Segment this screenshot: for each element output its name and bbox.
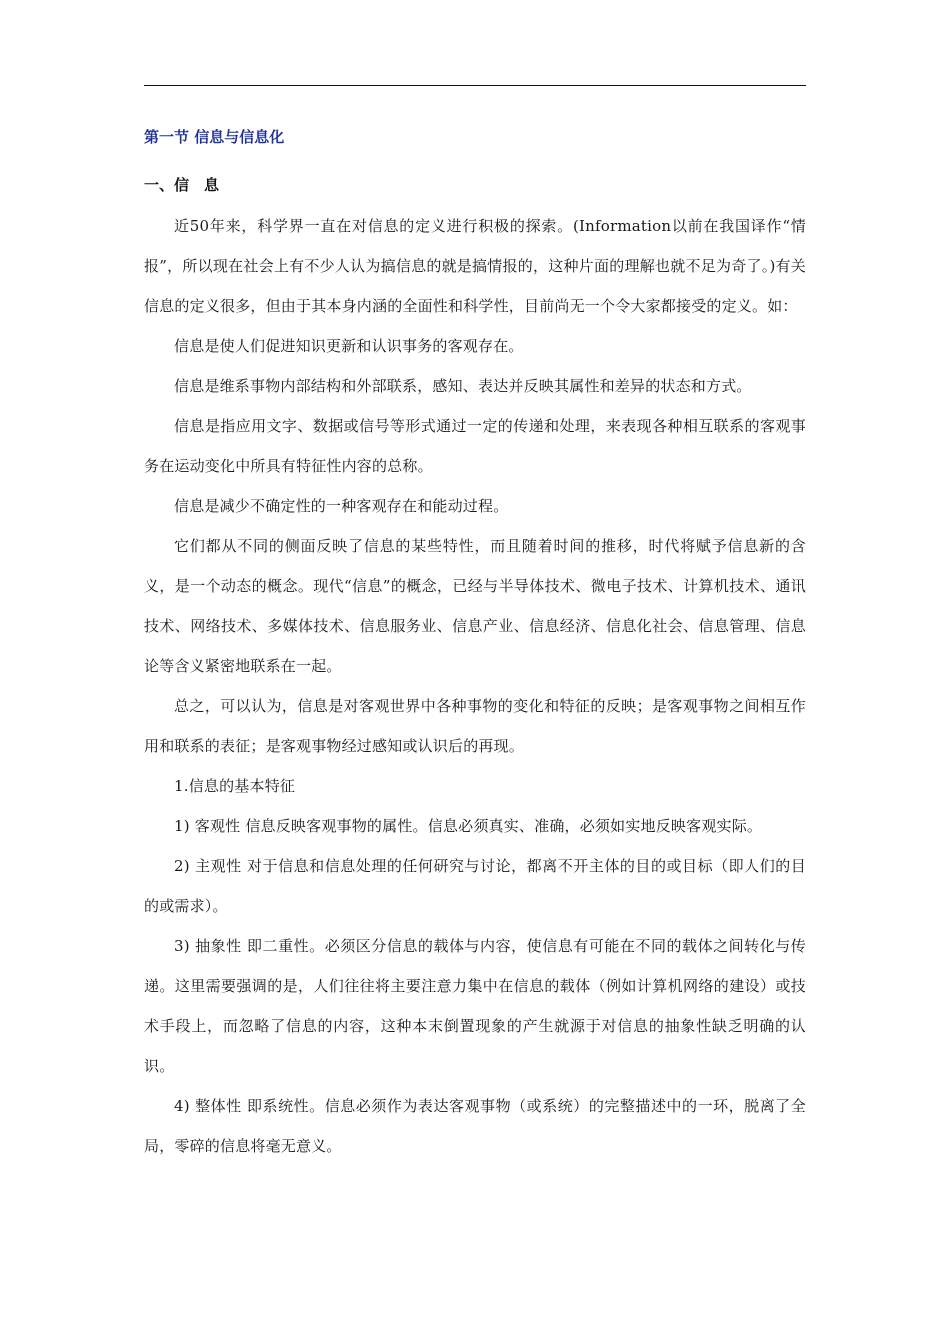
list-item-integrity: 4) 整体性 即系统性。信息必须作为表达客观事物（或系统）的完整描述中的一环，脱离了全局，零碎的信息将毫无意义。 bbox=[144, 1097, 806, 1155]
paragraph-definition-1: 信息是使人们促进知识更新和认识事务的客观存在。 bbox=[174, 337, 524, 355]
paragraph-definition-2: 信息是维系事物内部结构和外部联系，感知、表达并反映其属性和差异的状态和方式。 bbox=[174, 377, 752, 395]
list-heading-characteristics: 1.信息的基本特征 bbox=[174, 777, 296, 795]
paragraph-intro: 近50年来，科学界一直在对信息的定义进行积极的探索。(Information以前在我国译作“情报”，所以现在社会上有不少人认为搞信息的就是搞情报的，这种片面的理解也就不足为奇了。)有关信息的定义很多，但由于其本身内涵的全面性和科学性，目前尚无一个令大家都接受的定义。如： bbox=[144, 217, 806, 315]
section-title: 第一节 信息与信息化 bbox=[144, 128, 285, 146]
list-item-objectivity: 1) 客观性 信息反映客观事物的属性。信息必须真实、准确，必须如实地反映客观实际。 bbox=[174, 817, 763, 835]
list-item-subjectivity: 2) 主观性 对于信息和信息处理的任何研究与讨论，都离不开主体的目的或目标（即人们的目的或需求）。 bbox=[144, 857, 806, 915]
paragraph-summary: 总之，可以认为，信息是对客观世界中各种事物的变化和特征的反映；是客观事物之间相互作用和联系的表征；是客观事物经过感知或认识后的再现。 bbox=[144, 697, 806, 755]
list-item-abstraction: 3) 抽象性 即二重性。必须区分信息的载体与内容，使信息有可能在不同的载体之间转化与传递。这里需要强调的是，人们往往将主要注意力集中在信息的载体（例如计算机网络的建设）或技术手段上，而忽略了信息的内容，这种本末倒置现象的产生就源于对信息的抽象性缺乏明确的认识。 bbox=[144, 937, 806, 1075]
subsection-title: 一、信 息 bbox=[144, 176, 220, 194]
document-body bbox=[144, 122, 806, 1166]
header-rule bbox=[144, 85, 806, 86]
paragraph-dynamic-concept: 它们都从不同的侧面反映了信息的某些特性，而且随着时间的推移，时代将赋予信息新的含义，是一个动态的概念。现代“信息”的概念，已经与半导体技术、微电子技术、计算机技术、通讯技术、网络技术、多媒体技术、信息服务业、信息产业、信息经济、信息化社会、信息管理、信息论等含义紧密地联系在一起。 bbox=[144, 537, 806, 675]
paragraph-definition-4: 信息是减少不确定性的一种客观存在和能动过程。 bbox=[174, 497, 509, 515]
paragraph-definition-3: 信息是指应用文字、数据或信号等形式通过一定的传递和处理，来表现各种相互联系的客观事务在运动变化中所具有特征性内容的总称。 bbox=[144, 417, 806, 475]
